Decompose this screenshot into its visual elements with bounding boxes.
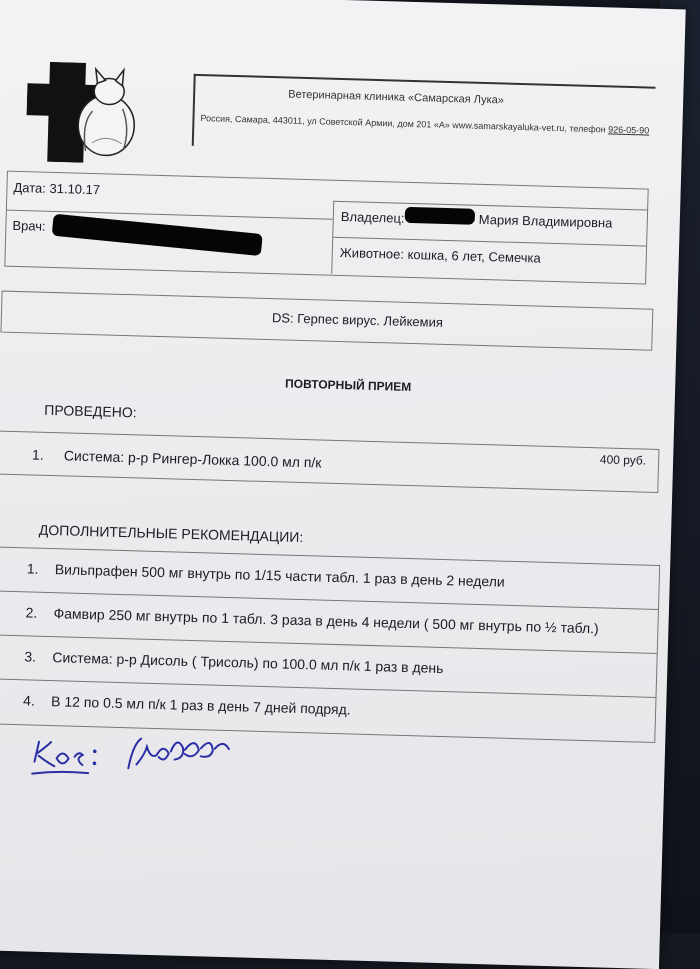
- recommendation-item: [23, 692, 351, 717]
- recommendation-text: В 12 по 0.5 мл п/к 1 раз в день 7 дней подряд.: [50, 693, 351, 718]
- clinic-phone: 926-05-90: [608, 124, 650, 136]
- diagnosis-text: Герпес вирус. Лейкемия: [297, 310, 444, 330]
- date-value: 31.10.17: [49, 180, 101, 198]
- date-field: [13, 180, 100, 197]
- recommendation-text: Фамвир 250 мг внутрь по 1 табл. 3 раза в день 4 недели ( 500 мг внутрь по ½ табл.): [53, 605, 599, 637]
- performed-box: [0, 430, 659, 493]
- recommendation-text: Система: р-р Дисоль ( Трисоль) по 100.0 мл п/к 1 раз в день: [52, 649, 444, 677]
- recommendations-heading: ДОПОЛНИТЕЛЬНЫЕ РЕКОМЕНДАЦИИ:: [38, 521, 304, 546]
- document-title: ПОВТОРНЫЙ ПРИЕМ: [284, 376, 412, 395]
- recommendation-item: [27, 560, 505, 589]
- recommendation-item: [24, 648, 444, 676]
- recommendation-text: Вильпрафен 500 мг внутрь по 1/15 части табл. 1 раз в день 2 недели: [54, 561, 505, 590]
- doctor-label: Врач:: [12, 217, 46, 234]
- performed-item: [32, 446, 322, 470]
- recommendation-number: 4.: [22, 692, 36, 709]
- date-label: Дата:: [13, 179, 47, 196]
- recommendation-number: 1.: [26, 560, 39, 577]
- redaction-doctor: [52, 214, 263, 256]
- visit-info-box: [4, 171, 648, 285]
- animal-field: [340, 245, 541, 266]
- owner-name: Мария Владимировна: [478, 211, 613, 231]
- clinic-logo-icon: [25, 61, 148, 164]
- animal-label: Животное:: [339, 244, 405, 262]
- animal-value: кошка, 6 лет, Семечка: [407, 246, 541, 266]
- performed-item-text: Система: р-р Рингер-Локка 100.0 мл п/к: [63, 447, 322, 471]
- owner-label: Владелец:: [340, 208, 405, 226]
- recommendation-number: 3.: [24, 648, 37, 665]
- performed-item-number: 1.: [31, 446, 44, 463]
- recommendation-item: [25, 604, 599, 636]
- redaction-owner: [405, 207, 475, 225]
- diagnosis: [272, 310, 443, 330]
- performed-item-price: 400 руб.: [599, 452, 647, 468]
- diagnosis-label: DS:: [271, 310, 294, 326]
- clinic-address-text: Россия, Самара, 443011, ул Советской Армии, дом 201 «А» www.samarskayaluka-vet.ru, телефон: [200, 113, 606, 135]
- performed-heading: ПРОВЕДЕНО:: [44, 401, 137, 421]
- handwritten-note: [24, 721, 286, 798]
- clinic-name: Ветеринарная клиника «Самарская Лука»: [288, 88, 505, 107]
- recommendation-number: 2.: [25, 604, 38, 621]
- diagnosis-box: [0, 291, 653, 351]
- recommendations-box: [0, 546, 660, 743]
